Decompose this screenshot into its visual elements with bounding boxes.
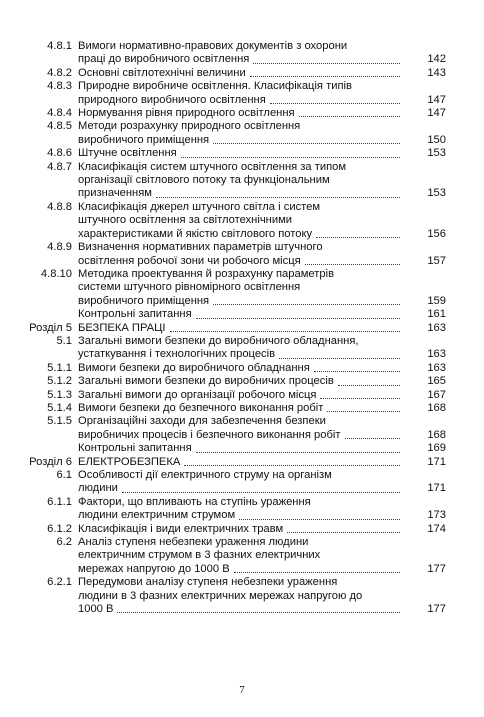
toc-entry-title [78, 308, 446, 321]
toc-entry-title-line [78, 53, 404, 66]
dot-leader [156, 197, 400, 198]
toc-entry-title [78, 536, 446, 576]
toc-entry-number: 6.1.1 [47, 495, 72, 508]
toc-entry-page: 163 [427, 348, 446, 361]
toc-entry [14, 496, 446, 523]
toc-entry-page: 153 [427, 147, 446, 160]
toc-entry-title-text: 1000 В [78, 603, 114, 616]
toc-entry [14, 523, 446, 536]
toc-entry-title-line [78, 94, 404, 107]
toc-entry-number: 4.8.1 [47, 40, 72, 52]
toc-entry [14, 469, 446, 496]
toc-entry-page: 168 [427, 401, 446, 414]
toc-entry-title-line [78, 389, 404, 402]
toc-entry-title [78, 523, 446, 536]
toc-entry-number: 6.2 [56, 536, 72, 549]
toc-entry [14, 201, 446, 241]
toc-entry [14, 67, 446, 80]
dot-leader [239, 519, 400, 520]
dot-leader [327, 411, 400, 412]
toc-entry-page: 174 [427, 522, 446, 535]
toc-entry [14, 415, 446, 442]
toc-entry-title [78, 40, 446, 67]
toc-entry-title-line [78, 134, 404, 147]
dot-leader [170, 331, 400, 332]
dot-leader [316, 237, 400, 238]
toc-entry [14, 456, 446, 469]
toc-entry-page: 177 [427, 562, 446, 575]
toc-entry [14, 308, 446, 321]
toc-entry-title-line [78, 255, 404, 268]
toc-entry-title [78, 161, 446, 201]
toc-entry-title [78, 120, 446, 147]
toc-entry-title [78, 335, 446, 362]
toc-entry-number: 5.1.3 [47, 388, 72, 401]
toc-entry-title-line [78, 67, 404, 80]
dot-leader [184, 465, 400, 466]
toc-entry-page: 143 [427, 66, 446, 79]
toc-entry-title-text: Класифікація і види електричних травм [78, 522, 284, 535]
toc-entry-page: 173 [427, 509, 446, 522]
toc-entry-title-line [78, 107, 404, 120]
toc-entry-title-line [78, 429, 404, 442]
toc-entry-page: 153 [427, 187, 446, 200]
toc-entry-title [78, 389, 446, 402]
toc-entry-title-line: Методи розрахунку природного освітлення [78, 120, 301, 133]
toc-entry-page: 177 [427, 603, 446, 616]
toc-entry-title-line [78, 308, 404, 321]
toc-entry-title-text: Загальні вимоги безпеки до виробничих процесів [78, 375, 334, 388]
dot-leader [253, 63, 400, 64]
toc-entry-number: 4.8.9 [47, 241, 72, 254]
toc-entry-title-line: організації світлового потоку та функціональним [78, 174, 330, 187]
toc-entry-title-text: виробничого приміщення [78, 294, 210, 307]
dot-leader [299, 116, 400, 117]
dot-leader [117, 612, 400, 613]
toc-entry-number: Розділ 5 [29, 321, 72, 334]
toc-entry [14, 80, 446, 107]
toc-entry-title [78, 201, 446, 241]
toc-entry-title [78, 469, 446, 496]
toc-entry-number: 4.8.5 [47, 120, 72, 133]
toc-entry-number: 5.1.2 [47, 375, 72, 388]
dot-leader [287, 532, 400, 533]
toc-entry-page: 157 [427, 254, 446, 267]
toc-entry-page: 171 [427, 482, 446, 495]
toc-entry-title [78, 496, 446, 523]
toc-entry-title-text: виробничого приміщення [78, 133, 210, 146]
dot-leader [250, 76, 400, 77]
toc-entry-title [78, 415, 446, 442]
toc-entry-number: 4.8.7 [47, 160, 72, 173]
toc-entry [14, 268, 446, 308]
toc-entry-number: 4.8.2 [47, 66, 72, 79]
toc-entry [14, 402, 446, 415]
toc-entry-title-text: людини електричним струмом [78, 509, 236, 522]
toc-entry-page: 163 [427, 321, 446, 334]
toc-entry-title-line [78, 228, 404, 241]
toc-entry-page: 156 [427, 227, 446, 240]
dot-leader [196, 452, 400, 453]
toc-entry-title-line [78, 563, 404, 576]
dot-leader [270, 103, 400, 104]
toc-entry-number: 4.8.3 [47, 80, 72, 93]
toc-entry-page: 142 [427, 53, 446, 66]
toc-entry-title [78, 147, 446, 160]
toc-entry-number: 5.1 [56, 334, 72, 347]
toc-entry-title-text: природного виробничого освітлення [78, 93, 266, 106]
toc-entry-title-line [78, 322, 404, 335]
dot-leader [181, 157, 400, 158]
toc-entry [14, 40, 446, 67]
toc-entry-title-line: Класифікація систем штучного освітлення за типом [78, 160, 347, 173]
toc-entry-title-text: характеристиками й якістю світлового потоку [78, 227, 313, 240]
toc-entry-page: 150 [427, 133, 446, 146]
toc-entry [14, 389, 446, 402]
toc-entry [14, 362, 446, 375]
toc-entry-page: 163 [427, 361, 446, 374]
toc-entry-page: 147 [427, 93, 446, 106]
toc-entry [14, 147, 446, 160]
dot-leader [213, 304, 400, 305]
toc-entry-number: 5.1.1 [47, 361, 72, 374]
dot-leader [213, 143, 400, 144]
toc-entry-title-text: Контрольні запитання [78, 442, 192, 455]
dot-leader [305, 264, 400, 265]
toc-entry-title-line: Природне виробниче освітлення. Класифікація типів [78, 80, 352, 93]
toc-entry [14, 335, 446, 362]
toc-entry-title [78, 576, 446, 616]
toc-entry-title-line: системи штучного рівномірного освітлення [78, 281, 301, 294]
toc-entry-title-text: Штучне освітлення [78, 147, 177, 160]
dot-leader [320, 398, 400, 399]
toc-entry-title-line [78, 187, 404, 200]
toc-entry-number: 5.1.4 [47, 401, 72, 414]
toc-entry [14, 375, 446, 388]
toc-entry-title-text: ЕЛЕКТРОБЕЗПЕКА [78, 455, 181, 468]
dot-leader [338, 385, 400, 386]
toc-entry-title [78, 362, 446, 375]
toc-entry [14, 442, 446, 455]
toc-entry-number: 4.8.4 [47, 107, 72, 120]
toc-entry-number: Розділ 6 [29, 455, 72, 468]
toc-entry-title-text: людини [78, 482, 118, 495]
toc-entry-title [78, 402, 446, 415]
toc-entry-number: 4.8.8 [47, 200, 72, 213]
toc-entry-number: 4.8.10 [40, 267, 72, 280]
toc-entry-number: 4.8.6 [47, 147, 72, 160]
toc-entry-title [78, 67, 446, 80]
toc-entry-title-line: електричним струмом в 3 фазних електричних [78, 549, 321, 562]
toc-entry [14, 161, 446, 201]
dot-leader [279, 358, 400, 359]
toc-entry-title [78, 241, 446, 268]
toc-entry-title-line [78, 523, 404, 536]
toc-entry [14, 120, 446, 147]
toc-entry-number: 6.1.2 [47, 522, 72, 535]
toc-entry-title-text: Контрольні запитання [78, 308, 192, 321]
toc-entry-title-line: Особливості дії електричного струму на організм [78, 469, 332, 481]
toc-entry-title-line: Аналіз ступеня небезпеки ураження людини [78, 536, 309, 549]
toc-entry-title-text: мережах напругою до 1000 В [78, 562, 230, 575]
toc-entry-title-line: Вимоги нормативно-правових документів з охорони [78, 40, 348, 52]
dot-leader [345, 438, 401, 439]
toc-entry-title-line [78, 509, 404, 522]
toc-entry-title-line: Фактори, що впливають на ступінь ураження [78, 495, 311, 508]
toc-entry-title [78, 107, 446, 120]
toc-entry-title-line: людини в 3 фазних електричних мережах напругою до [78, 589, 363, 602]
toc-entry-number: 6.1 [56, 469, 72, 481]
toc-entry-title [78, 442, 446, 455]
toc-entry-page: 161 [427, 308, 446, 321]
toc-entry-title [78, 375, 446, 388]
toc-entry-title-line [78, 402, 404, 415]
toc-entry-page: 167 [427, 388, 446, 401]
toc-entry-title-text: БЕЗПЕКА ПРАЦІ [78, 321, 166, 334]
toc-entry-title-text: призначенням [78, 187, 152, 200]
toc-entry [14, 536, 446, 576]
toc-entry-title-line [78, 375, 404, 388]
toc-entry-title-text: виробничих процесів і безпечного виконання робіт [78, 428, 341, 441]
toc-entry-title [78, 268, 446, 308]
page-number: 7 [239, 684, 245, 696]
toc-entry-page: 171 [427, 455, 446, 468]
toc-entry-title-text: Вимоги безпеки до безпечного виконання робіт [78, 401, 324, 414]
dot-leader [234, 572, 400, 573]
toc-entry-title-line [78, 147, 404, 160]
toc-entry-title-line: Визначення нормативних параметрів штучного [78, 241, 323, 254]
dot-leader [314, 371, 400, 372]
toc-entry-number: 6.2.1 [47, 576, 72, 589]
toc-entry-title-text: устаткування і технологічних процесів [78, 348, 276, 361]
toc-entry-title-text: Загальні вимоги до організації робочого місця [78, 388, 317, 401]
toc-entry-title-line [78, 362, 404, 375]
toc-entry-title-line: Організаційні заходи для забезпечення безпеки [78, 415, 326, 428]
toc-entry-title-text: Нормування рівня природного освітлення [78, 107, 295, 120]
toc-entry-title-text: праці до виробничого освітлення [78, 53, 250, 66]
toc-entry-title-line [78, 456, 404, 469]
toc-entry-title-line [78, 442, 404, 455]
dot-leader [196, 318, 400, 319]
toc-entry-title-line [78, 482, 404, 495]
toc-entry [14, 322, 446, 335]
toc-entry-title-text: освітлення робочої зони чи робочого місця [78, 254, 301, 267]
toc-entry-title-text: Вимоги безпеки до виробничого обладнання [78, 361, 310, 374]
toc-entry-page: 169 [427, 442, 446, 455]
toc-entry-title-line: Класифікація джерел штучного світла і систем [78, 200, 321, 213]
toc-entry-page: 165 [427, 375, 446, 388]
toc-entry-title [78, 322, 446, 335]
toc-entry-title [78, 456, 446, 469]
toc-entry-title-line: Загальні вимоги безпеки до виробничого обладнання, [78, 334, 359, 347]
toc-entry-title-line: Передумови аналізу ступеня небезпеки ураження [78, 576, 338, 589]
toc-entry-title-line [78, 295, 404, 308]
toc-entry-title-line: Методика проектування й розрахунку параметрів [78, 267, 335, 280]
toc-entry-page: 168 [427, 428, 446, 441]
table-of-contents [14, 40, 446, 616]
toc-entry-title [78, 80, 446, 107]
toc-entry-page: 159 [427, 294, 446, 307]
toc-entry [14, 576, 446, 616]
toc-entry-number: 5.1.5 [47, 415, 72, 428]
toc-entry-page: 147 [427, 107, 446, 120]
toc-entry [14, 241, 446, 268]
toc-entry-title-line: штучного освітлення за світлотехнічними [78, 214, 293, 227]
toc-entry-title-line [78, 348, 404, 361]
toc-entry-title-text: Основні світлотехнічні величини [78, 66, 246, 79]
toc-entry [14, 107, 446, 120]
dot-leader [122, 492, 400, 493]
toc-entry-title-line [78, 603, 404, 616]
